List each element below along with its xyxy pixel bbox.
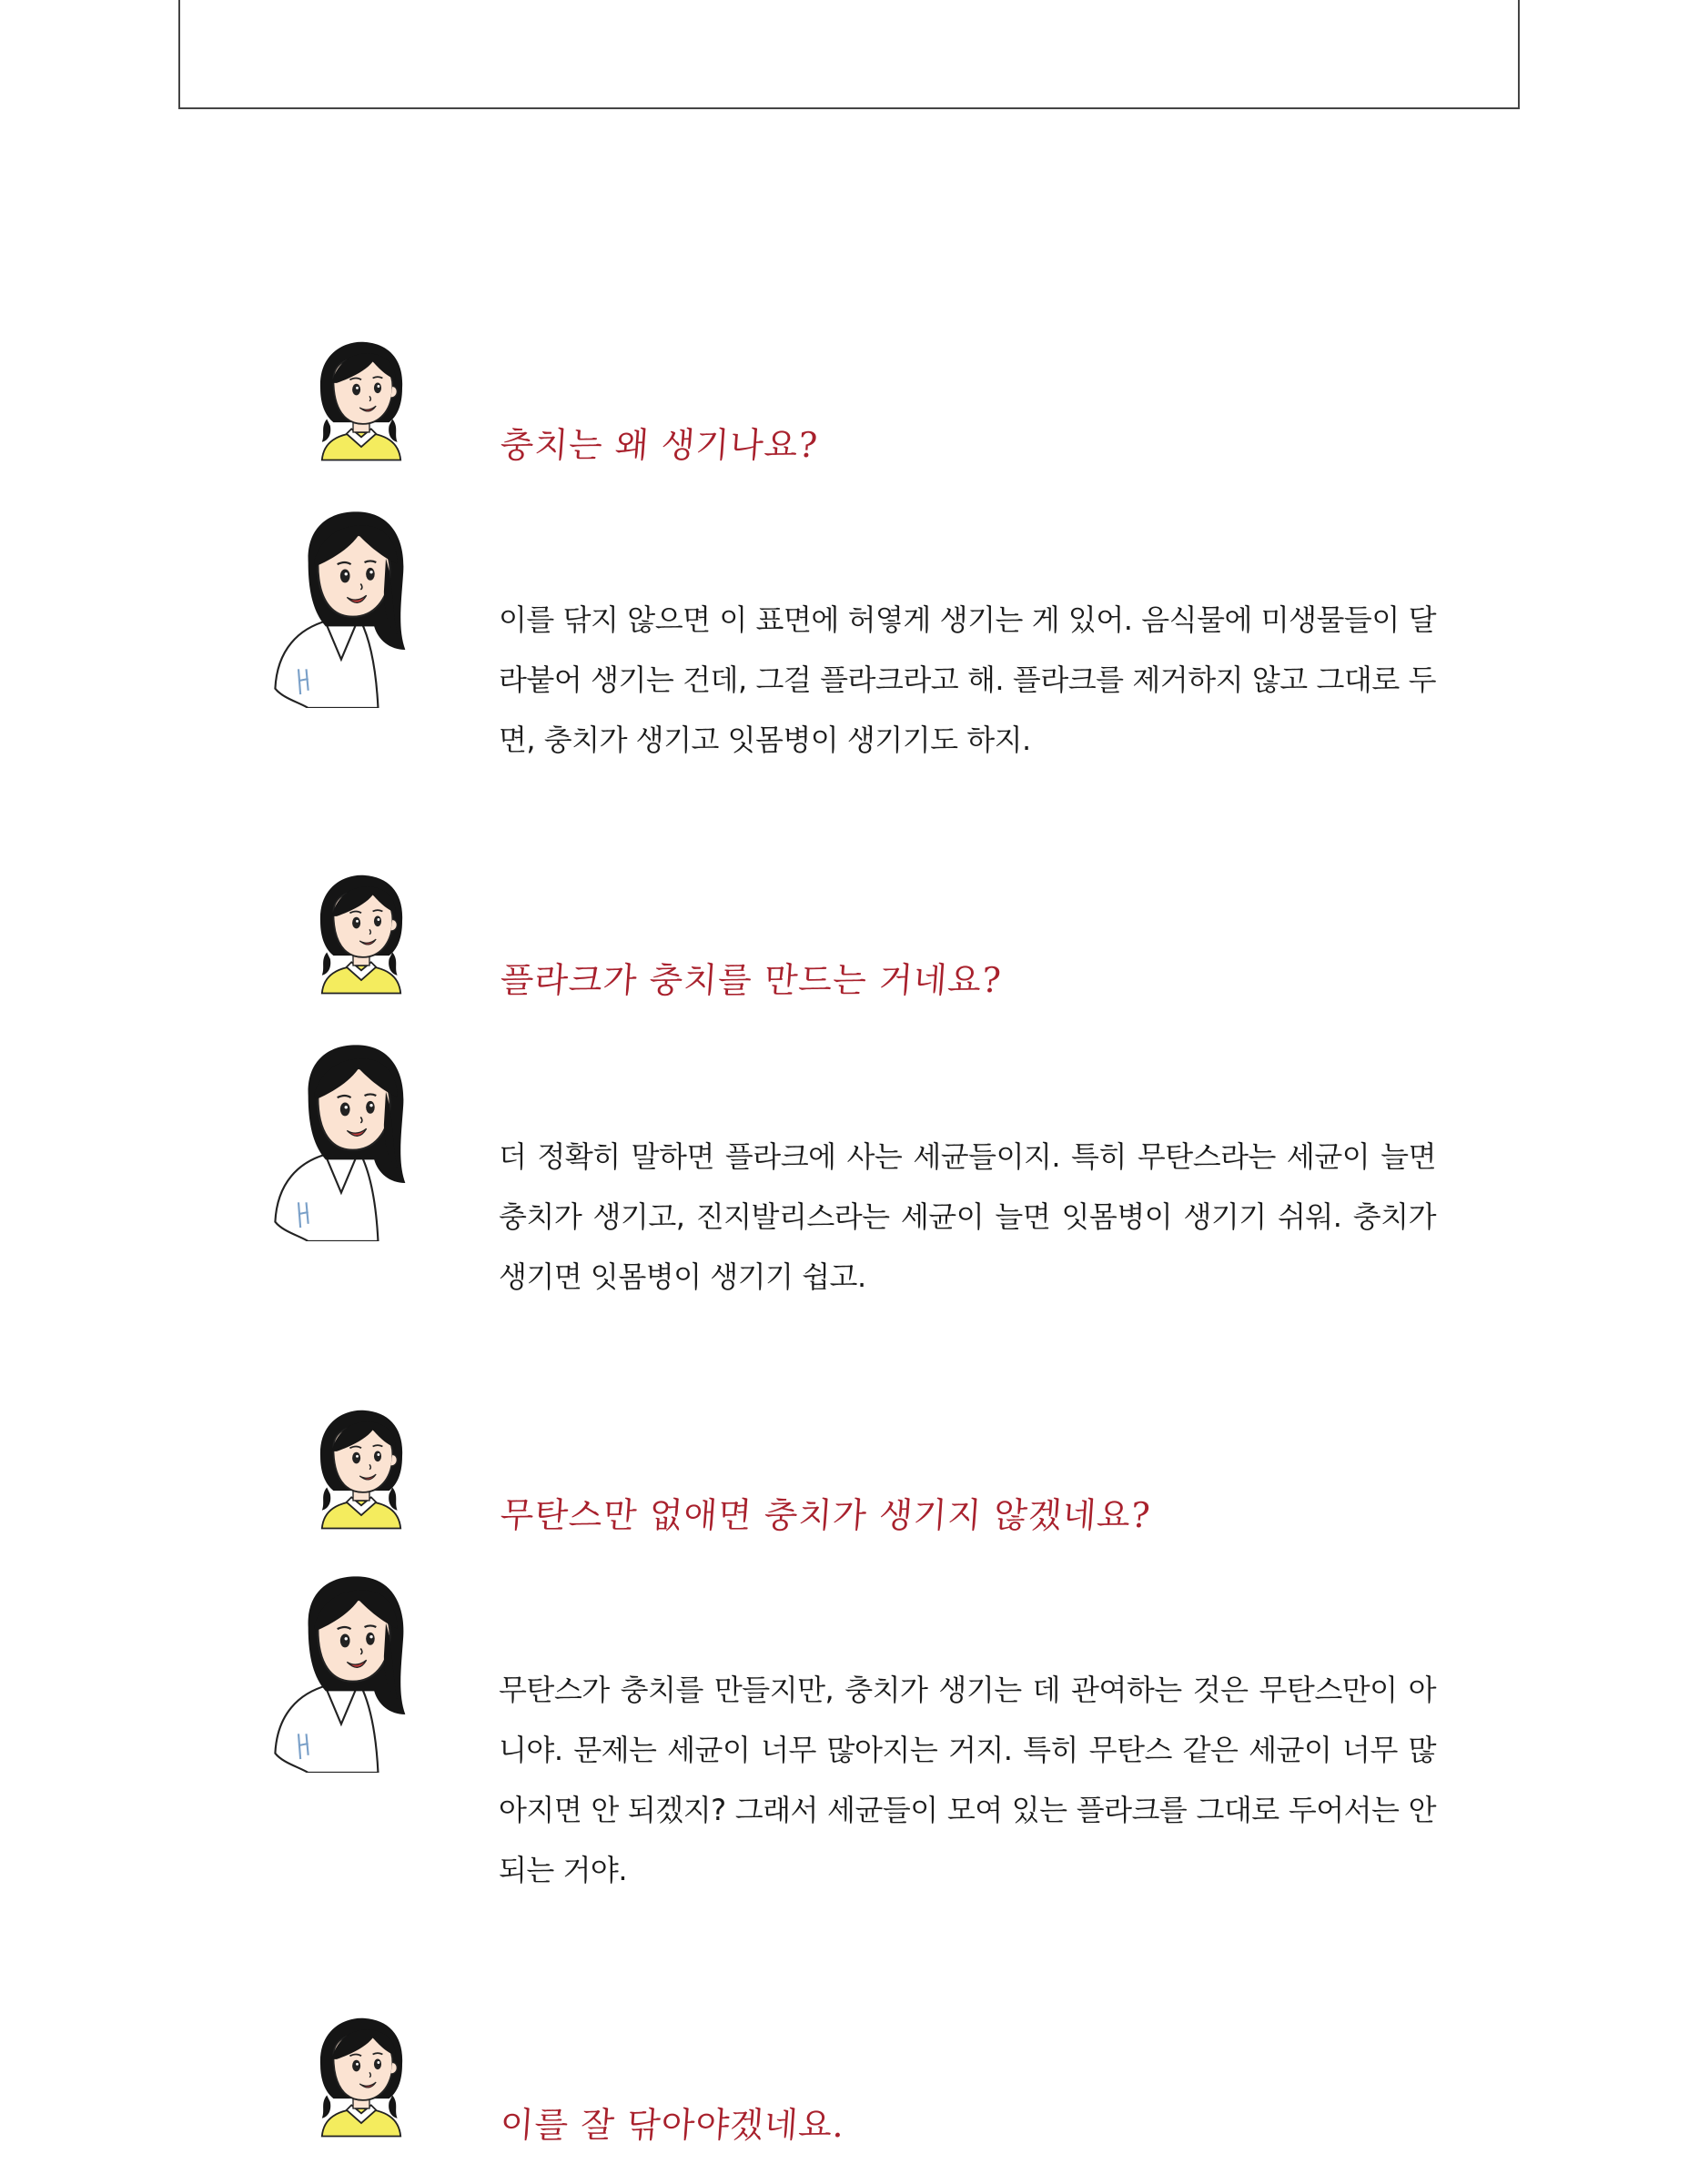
student-question: 무탄스만 없애면 충치가 생기지 않겠네요?	[499, 1495, 1152, 1535]
doctor-avatar	[262, 504, 422, 708]
student-avatar	[304, 864, 419, 999]
doctor-answer: 무탄스가 충치를 만들지만, 충치가 생기는 데 관여하는 것은 무탄스만이 아니야. 문제는 세균이 너무 많아지는 거지. 특히 무탄스 같은 세균이 너무 많아지면 안 되겠지? 그래서 세균들이 모여 있는 플라크를 그대로 두어서는 안 되는 거야.	[499, 1673, 1436, 1887]
doctor-avatar	[262, 1037, 422, 1241]
doctor-answer: 더 정확히 말하면 플라크에 사는 세균들이지. 특히 무탄스라는 세균이 늘면 충치가 생기고, 진지발리스라는 세균이 늘면 잇몸병이 생기기 쉬워. 충치가 생기면 잇몸병이 생기기 쉽고.	[499, 1139, 1436, 1294]
student-question: 충치는 왜 생기나요?	[499, 425, 820, 465]
student-avatar	[304, 2007, 419, 2142]
student-avatar	[304, 331, 419, 466]
student-question: 이를 잘 닦아야겠네요.	[499, 2105, 846, 2145]
doctor-avatar	[262, 1569, 422, 1773]
student-question: 플라크가 충치를 만드는 거네요?	[499, 960, 1004, 1000]
doctor-answer: 이를 닦지 않으면 이 표면에 허옇게 생기는 게 있어. 음식물에 미생물들이 달라붙어 생기는 건데, 그걸 플라크라고 해. 플라크를 제거하지 않고 그대로 두면, 충치가 생기고 잇몸병이 생기기도 하지.	[499, 602, 1436, 757]
student-avatar	[304, 1400, 419, 1534]
top-frame-box	[178, 0, 1520, 109]
